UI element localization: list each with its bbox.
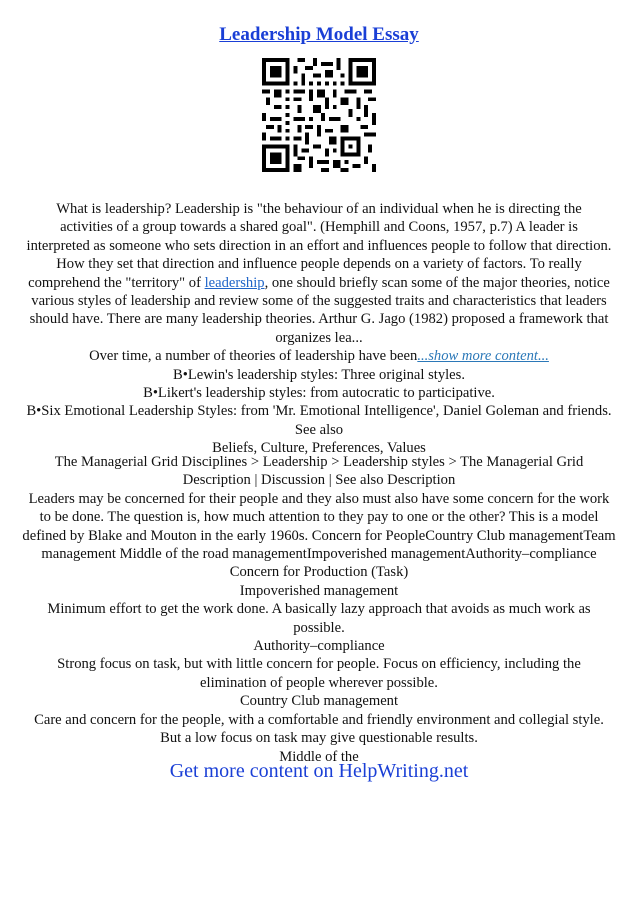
text-line: management Middle of the road managementImpoverished managementAuthority–compliance xyxy=(41,546,597,563)
text-line: What is leadership? Leadership is "the behaviour of an individual when he is directing the xyxy=(56,201,582,217)
page-title-link[interactable]: Leadership Model Essay xyxy=(219,24,419,45)
text-segment: Over time, a number of theories of leadership have been xyxy=(89,348,418,365)
text-line: But a low focus on task may give questionable results. xyxy=(160,730,478,747)
text-line: Middle of the xyxy=(279,748,359,765)
text-line: Concern for Production (Task) xyxy=(229,564,409,581)
text-line: elimination of people wherever possible. xyxy=(200,674,438,691)
managerial-grid-paragraph xyxy=(6,453,632,766)
leadership-link[interactable]: leadership xyxy=(204,274,265,291)
text-line xyxy=(6,274,632,292)
text-line: Care and concern for the people, with a comfortable and friendly environment and collegial style. xyxy=(34,711,604,728)
text-line: Authority–compliance xyxy=(253,638,385,655)
show-more-content-link[interactable]: ...show more content... xyxy=(417,348,549,365)
text-line: Minimum effort to get the work done. A basically lazy approach that avoids as much work as xyxy=(47,601,591,618)
text-line: various styles of leadership and review some of the suggested traits and characteristics that leaders xyxy=(31,293,607,310)
text-line: should have. There are many leadership theories. Arthur G. Jago (1982) proposed a framework that xyxy=(29,311,609,328)
text-line: Strong focus on task, but with little concern for people. Focus on efficiency, including the xyxy=(57,656,581,673)
text-segment: comprehend the "territory" of xyxy=(28,274,205,291)
text-line: defined by Blake and Mouton in the early 1960s. Concern for PeopleCountry Club managementTeam xyxy=(22,527,616,544)
text-line: to be done. The question is, how much attention to they pay to one or the other? This is a model xyxy=(39,509,599,526)
qr-code-icon xyxy=(262,58,376,172)
text-line: Leaders may be concerned for their people and they also must also have some concern for the work xyxy=(28,490,610,507)
text-line: activities of a group towards a shared goal". (Hemphill and Coons, 1957, p.7) A leader is xyxy=(60,219,578,236)
text-line: Country Club management xyxy=(239,693,399,710)
text-line: B•Lewin's leadership styles: Three original styles. xyxy=(173,366,465,383)
text-line: B•Six Emotional Leadership Styles: from 'Mr. Emotional Intelligence', Daniel Goleman and friends. xyxy=(26,403,612,420)
text-line: possible. xyxy=(293,619,345,636)
text-segment: , one should briefly scan some of the major theories, notice xyxy=(264,274,610,291)
text-line: The Managerial Grid Disciplines > Leadership > Leadership styles > The Managerial Grid xyxy=(54,454,584,470)
get-more-content-link[interactable]: Get more content on HelpWriting.net xyxy=(169,760,469,782)
text-line: Impoverished management xyxy=(239,582,399,599)
essay-excerpt-paragraph xyxy=(6,200,632,458)
text-line: organizes lea... xyxy=(275,329,363,346)
text-line xyxy=(6,347,632,365)
text-line: interpreted as someone who sets direction in an effort and influences people to follow that direction. xyxy=(26,237,612,254)
text-line: How they set that direction and influence people depends on a variety of factors. To really xyxy=(56,256,582,273)
text-line: See also xyxy=(294,421,344,438)
text-line: B•Likert's leadership styles: from autocratic to participative. xyxy=(143,385,495,402)
text-line: Beliefs, Culture, Preferences, Values xyxy=(212,440,426,457)
text-line: Description | Discussion | See also Description xyxy=(182,472,456,489)
